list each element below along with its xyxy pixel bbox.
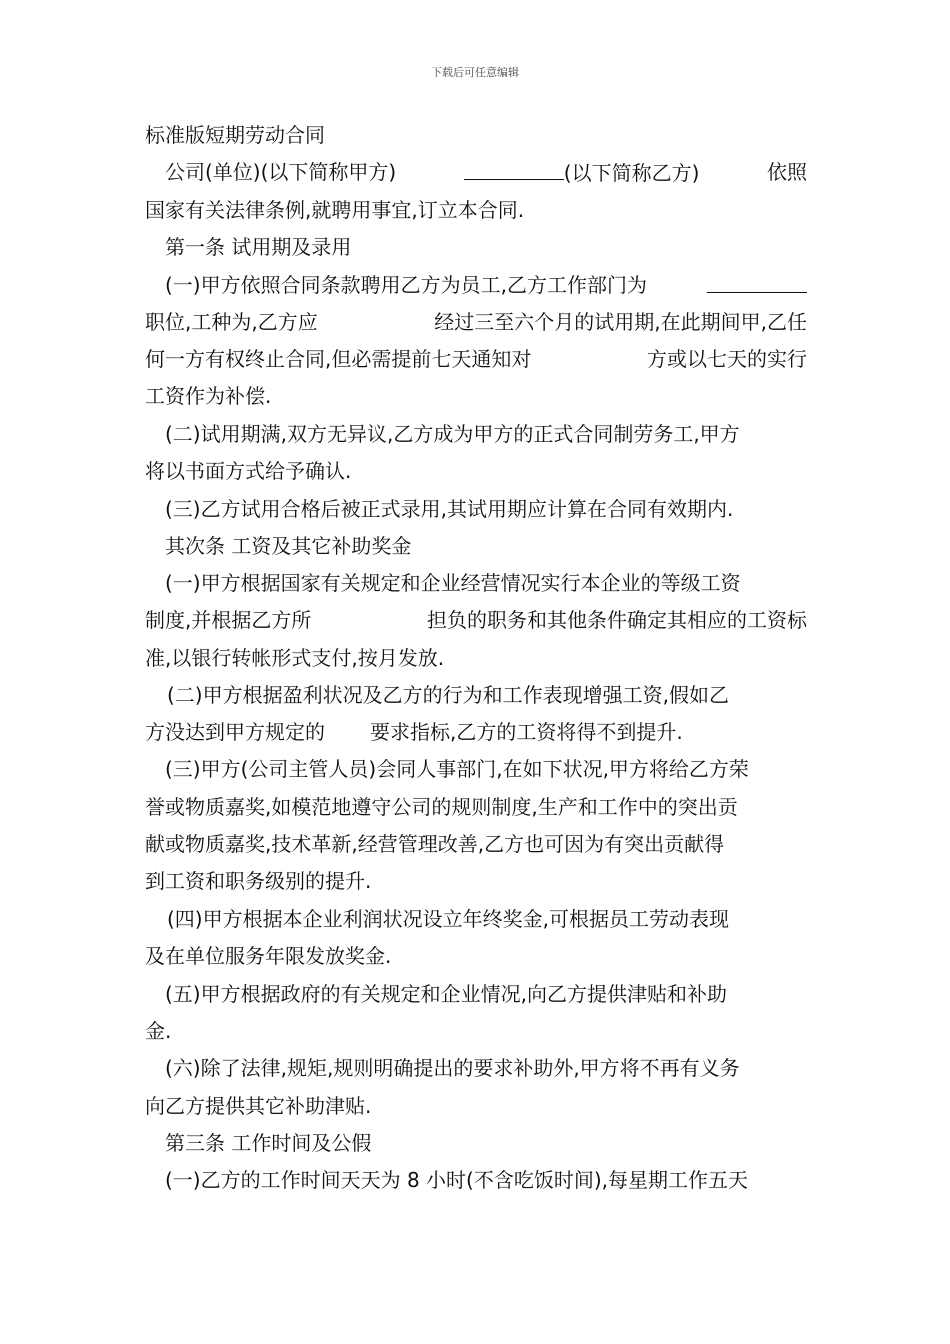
paragraph-line: 及在单位服务年限发放奖金. xyxy=(145,944,392,968)
paragraph-line: 准,以银行转帐形式支付,按月发放. xyxy=(145,646,445,670)
text-segment: 要求指标,乙方的工资将得不到提升. xyxy=(370,720,683,744)
paragraph-line xyxy=(145,605,807,635)
text-segment xyxy=(464,157,700,188)
text-segment: 职位,工种为,乙方应 xyxy=(145,310,318,334)
paragraph-line xyxy=(165,157,807,188)
section-heading: 第三条 工作时间及公假 xyxy=(165,1131,372,1155)
paragraph-line: (二)甲方根据盈利状况及乙方的行为和工作表现增强工资,假如乙 xyxy=(167,683,729,707)
fill-blank xyxy=(707,270,807,293)
paragraph-line: (四)甲方根据本企业利润状况设立年终奖金,可根据员工劳动表现 xyxy=(167,907,729,931)
text-segment: 方没达到甲方规定的 xyxy=(145,720,325,744)
text-segment: (一)甲方依照合同条款聘用乙方为员工,乙方工作部门为 xyxy=(165,273,647,297)
paragraph-line: 工资作为补偿. xyxy=(145,384,272,408)
paragraph-line: 到工资和职务级别的提升. xyxy=(145,869,372,893)
paragraph-line xyxy=(145,717,807,747)
text-segment: 经过三至六个月的试用期,在此期间甲,乙任 xyxy=(434,310,807,334)
document-title: 标准版短期劳动合同 xyxy=(145,123,325,147)
section-heading: 第一条 试用期及录用 xyxy=(165,235,352,259)
paragraph-line xyxy=(145,307,807,337)
text-segment: 何一方有权终止合同,但必需提前七天通知对 xyxy=(145,347,532,371)
fill-blank xyxy=(464,157,564,180)
text-segment: 方或以七天的实行 xyxy=(647,347,807,371)
paragraph-line: 金. xyxy=(145,1019,172,1043)
paragraph-line: 国家有关法律条例,就聘用事宜,订立本合同. xyxy=(145,198,525,222)
paragraph-line xyxy=(145,344,807,374)
text-segment: (以下简称乙方) xyxy=(563,161,700,185)
page-header-note: 下载后可任意编辑 xyxy=(431,66,519,79)
paragraph-line: (三)甲方(公司主管人员)会同人事部门,在如下状况,甲方将给乙方荣 xyxy=(165,757,749,781)
paragraph-line: (三)乙方试用合格后被正式录用,其试用期应计算在合同有效期内. xyxy=(165,497,734,521)
paragraph-line xyxy=(165,270,807,300)
paragraph-line: (六)除了法律,规矩,规则明确提出的要求补助外,甲方将不再有义务 xyxy=(165,1056,740,1080)
paragraph-line: 誉或物质嘉奖,如模范地遵守公司的规则制度,生产和工作中的突出贡 xyxy=(145,795,738,819)
text-segment: 依照 xyxy=(766,160,807,184)
paragraph-line: 将以书面方式给予确认. xyxy=(145,459,352,483)
paragraph-line: 向乙方提供其它补助津贴. xyxy=(145,1094,372,1118)
section-heading: 其次条 工资及其它补助奖金 xyxy=(165,534,412,558)
text-segment: 制度,并根据乙方所 xyxy=(145,608,312,632)
paragraph-line: (一)乙方的工作时间天天为 8 小时(不含吃饭时间),每星期工作五天 xyxy=(165,1168,749,1192)
paragraph-line: 献或物质嘉奖,技术革新,经营管理改善,乙方也可因为有突出贡献得 xyxy=(145,832,725,856)
paragraph-line: (五)甲方根据政府的有关规定和企业情况,向乙方提供津贴和补助 xyxy=(165,982,727,1006)
text-segment: 公司(单位)(以下简称甲方) xyxy=(165,160,397,184)
text-segment: 担负的职务和其他条件确定其相应的工资标 xyxy=(427,608,807,632)
paragraph-line: (一)甲方根据国家有关规定和企业经营情况实行本企业的等级工资 xyxy=(165,571,741,595)
paragraph-line: (二)试用期满,双方无异议,乙方成为甲方的正式合同制劳务工,甲方 xyxy=(165,422,740,446)
